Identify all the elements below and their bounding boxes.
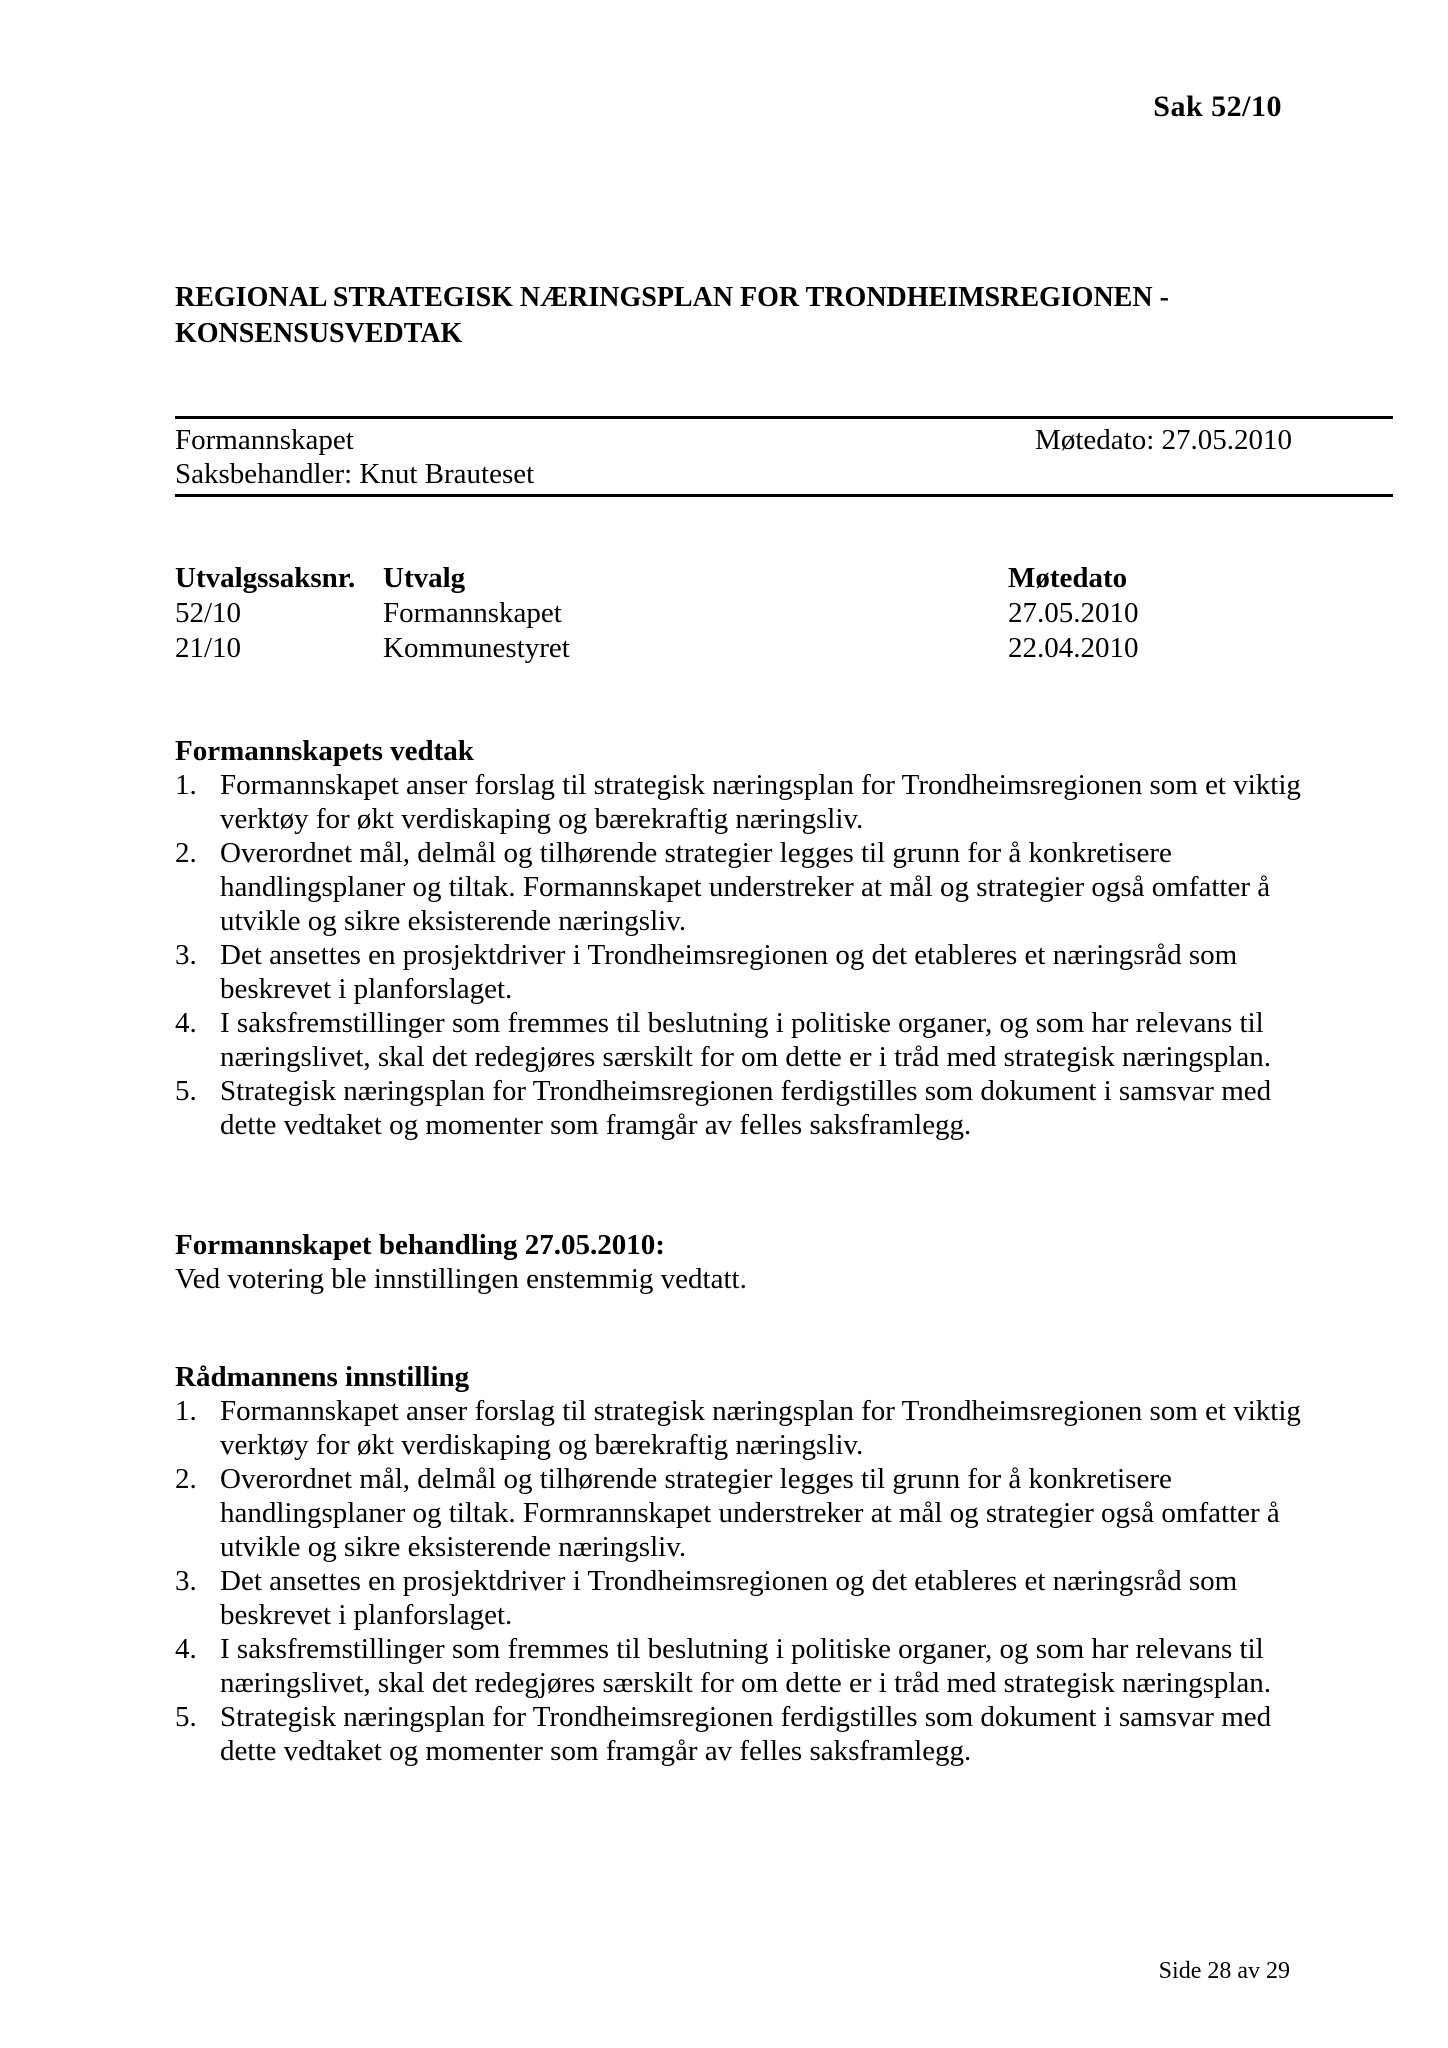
item-number: 5. <box>175 1701 197 1733</box>
item-number: 1. <box>175 769 197 801</box>
section-heading: Formannskapet behandling 27.05.2010: <box>175 1229 665 1261</box>
table-row <box>175 597 1175 632</box>
table-cell: 22.04.2010 <box>1008 632 1139 664</box>
section-heading: Rådmannens innstilling <box>175 1361 470 1393</box>
table-cell: Formannskapet <box>383 597 562 629</box>
numbered-list <box>175 1394 1305 1768</box>
behandling-section <box>175 1228 1305 1296</box>
numbered-list <box>175 768 1305 1142</box>
item-number: 4. <box>175 1633 197 1665</box>
item-text: I saksfremstillinger som fremmes til beslutning i politiske organer, og som har relevans til næringslivet, skal det redegjøres særskilt for om dette er i tråd med strategisk næringsplan. <box>220 1633 1272 1699</box>
table-cell: Kommunestyret <box>383 632 570 664</box>
item-number: 1. <box>175 1395 197 1427</box>
item-text: Overordnet mål, delmål og tilhørende strategier legges til grunn for å konkretisere handlingsplaner og tiltak. Formrannskapet understreker at mål og strategier også omfatter å utvikle og sikre eksisterende næringsliv. <box>220 1463 1280 1563</box>
item-text: Overordnet mål, delmål og tilhørende strategier legges til grunn for å konkretisere handlingsplaner og tiltak. Formannskapet understreker at mål og strategier også omfatter å utvikle og sikre eksisterende næringsliv. <box>220 837 1271 937</box>
document-title: REGIONAL STRATEGISK NÆRINGSPLAN FOR TRONDHEIMSREGIONEN - KONSENSUSVEDTAK <box>175 282 1169 349</box>
list-item <box>175 1700 1305 1768</box>
case-table <box>175 562 1175 667</box>
item-number: 3. <box>175 939 197 971</box>
item-text: Det ansettes en prosjektdriver i Trondheimsregionen og det etableres et næringsråd som beskrevet i planforslaget. <box>220 1565 1238 1631</box>
list-item <box>175 1462 1305 1564</box>
vedtak-section <box>175 734 1305 1142</box>
page-number: Side 28 av 29 <box>1158 1958 1290 1984</box>
item-text: I saksfremstillinger som fremmes til beslutning i politiske organer, og som har relevans til næringslivet, skal det redegjøres særskilt for om dette er i tråd med strategisk næringsplan. <box>220 1007 1272 1073</box>
table-cell: 27.05.2010 <box>1008 597 1139 629</box>
table-cell: 52/10 <box>175 597 242 629</box>
bottom-divider <box>175 494 1393 497</box>
list-item <box>175 1564 1305 1632</box>
column-header: Utvalg <box>383 562 466 594</box>
item-number: 2. <box>175 1463 197 1495</box>
list-item <box>175 1074 1305 1142</box>
item-number: 2. <box>175 837 197 869</box>
item-number: 4. <box>175 1007 197 1039</box>
meeting-date: Møtedato: 27.05.2010 <box>1035 424 1292 456</box>
list-item <box>175 768 1305 836</box>
list-item <box>175 1006 1305 1074</box>
column-header: Møtedato <box>1008 562 1128 594</box>
item-text: Formannskapet anser forslag til strategisk næringsplan for Trondheimsregionen som et viktig verktøy for økt verdiskaping og bærekraftig næringsliv. <box>220 769 1301 835</box>
table-header-row <box>175 562 1175 597</box>
item-text: Strategisk næringsplan for Trondheimsregionen ferdigstilles som dokument i samsvar med dette vedtaket og momenter som framgår av felles saksframlegg. <box>220 1701 1272 1767</box>
item-text: Strategisk næringsplan for Trondheimsregionen ferdigstilles som dokument i samsvar med dette vedtaket og momenter som framgår av felles saksframlegg. <box>220 1075 1272 1141</box>
item-text: Formannskapet anser forslag til strategisk næringsplan for Trondheimsregionen som et viktig verktøy for økt verdiskaping og bærekraftig næringsliv. <box>220 1395 1301 1461</box>
table-cell: 21/10 <box>175 632 242 664</box>
list-item <box>175 1394 1305 1462</box>
table-row <box>175 632 1175 667</box>
committee-name: Formannskapet <box>175 424 354 456</box>
case-number: Sak 52/10 <box>1153 90 1282 123</box>
list-item <box>175 1632 1305 1700</box>
column-header: Utvalgssaksnr. <box>175 562 356 594</box>
case-officer: Saksbehandler: Knut Brauteset <box>175 458 535 490</box>
section-heading: Formannskapets vedtak <box>175 735 474 767</box>
item-number: 5. <box>175 1075 197 1107</box>
item-text: Det ansettes en prosjektdriver i Trondheimsregionen og det etableres et næringsråd som beskrevet i planforslaget. <box>220 939 1238 1005</box>
list-item <box>175 938 1305 1006</box>
item-number: 3. <box>175 1565 197 1597</box>
list-item <box>175 836 1305 938</box>
section-text: Ved votering ble innstillingen enstemmig vedtatt. <box>175 1263 747 1295</box>
top-divider <box>175 416 1393 419</box>
innstilling-section <box>175 1360 1305 1768</box>
